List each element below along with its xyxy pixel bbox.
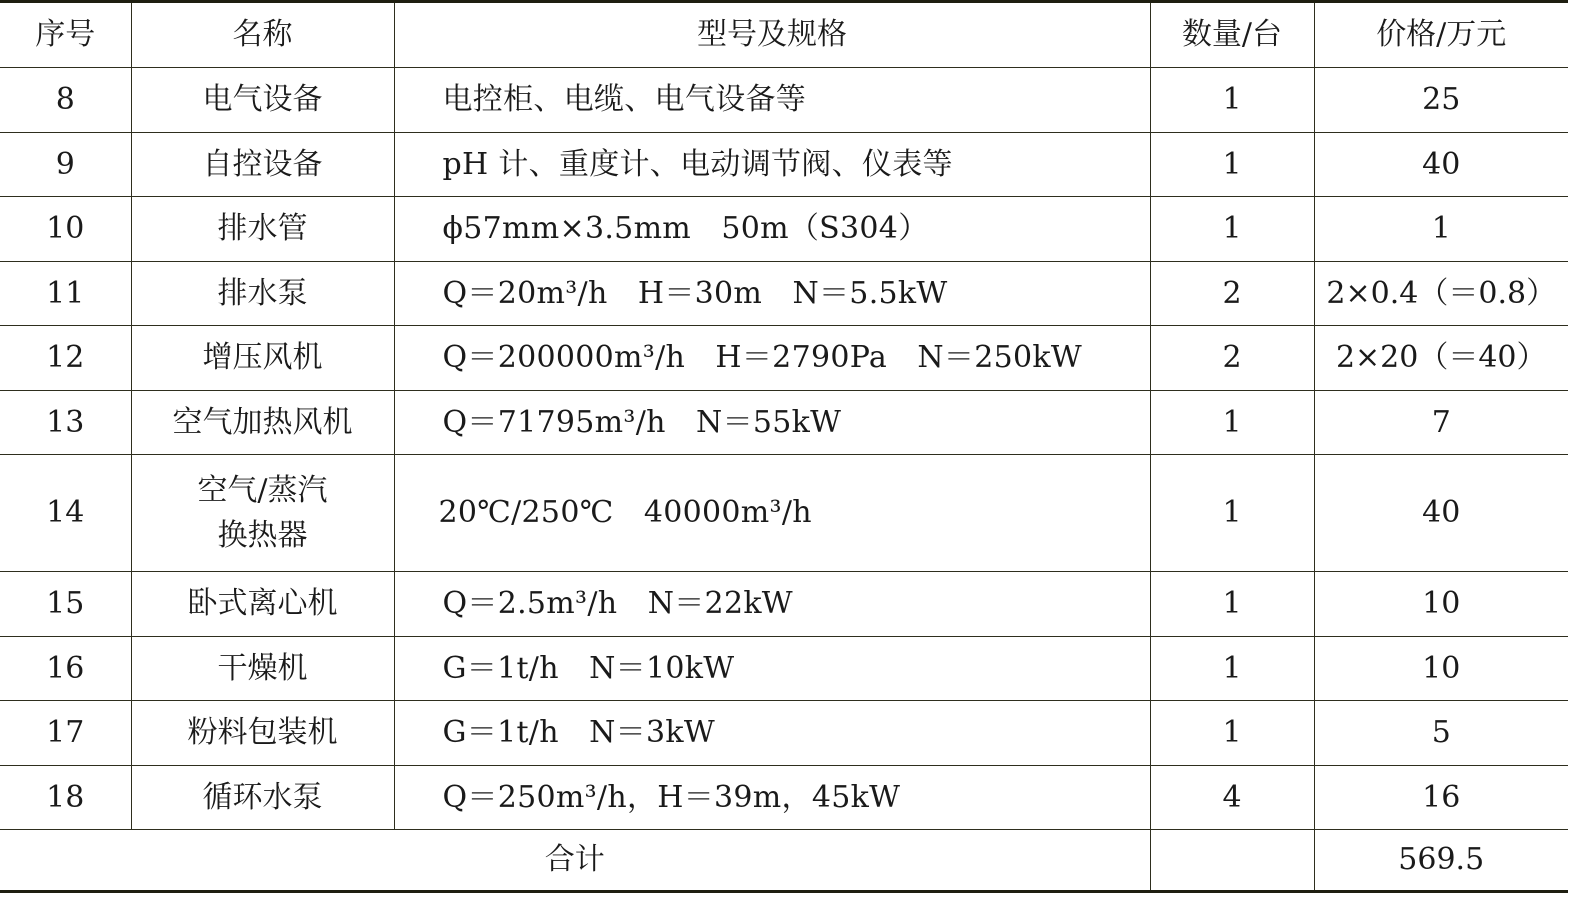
cell-spec: 20℃/250℃ 40000m³/h bbox=[394, 455, 1150, 572]
cell-spec: Q＝2.5m³/h N＝22kW bbox=[394, 572, 1150, 637]
cell-name: 自控设备 bbox=[131, 132, 394, 197]
cell-price: 7 bbox=[1314, 390, 1568, 455]
cell-spec: Q＝200000m³/h H＝2790Pa N＝250kW bbox=[394, 326, 1150, 391]
cell-seq: 16 bbox=[0, 636, 131, 701]
cell-price: 10 bbox=[1314, 636, 1568, 701]
cell-name-line-2: 换热器 bbox=[217, 518, 308, 553]
cell-name: 增压风机 bbox=[131, 326, 394, 391]
table-row bbox=[0, 572, 1568, 637]
cell-price: 25 bbox=[1314, 68, 1568, 133]
cell-seq: 17 bbox=[0, 701, 131, 766]
total-qty-empty bbox=[1150, 830, 1314, 892]
cell-name bbox=[131, 455, 394, 572]
cell-seq: 13 bbox=[0, 390, 131, 455]
total-price: 569.5 bbox=[1314, 830, 1568, 892]
cell-spec: Q＝20m³/h H＝30m N＝5.5kW bbox=[394, 261, 1150, 326]
cell-qty: 4 bbox=[1150, 765, 1314, 830]
cell-seq: 11 bbox=[0, 261, 131, 326]
header-seq: 序号 bbox=[0, 2, 131, 68]
table-row bbox=[0, 68, 1568, 133]
cell-seq: 9 bbox=[0, 132, 131, 197]
cell-price: 2×0.4（＝0.8） bbox=[1314, 261, 1568, 326]
cell-name: 干燥机 bbox=[131, 636, 394, 701]
cell-price: 16 bbox=[1314, 765, 1568, 830]
table-header-row bbox=[0, 2, 1568, 68]
cell-qty: 1 bbox=[1150, 572, 1314, 637]
table-row bbox=[0, 636, 1568, 701]
cell-seq: 8 bbox=[0, 68, 131, 133]
cell-name: 卧式离心机 bbox=[131, 572, 394, 637]
header-qty: 数量/台 bbox=[1150, 2, 1314, 68]
cell-price: 5 bbox=[1314, 701, 1568, 766]
table-row bbox=[0, 765, 1568, 830]
cell-name: 排水泵 bbox=[131, 261, 394, 326]
cell-name: 排水管 bbox=[131, 197, 394, 262]
cell-seq: 15 bbox=[0, 572, 131, 637]
cell-seq: 10 bbox=[0, 197, 131, 262]
cell-name: 循环水泵 bbox=[131, 765, 394, 830]
cell-spec: G＝1t/h N＝3kW bbox=[394, 701, 1150, 766]
table-row bbox=[0, 132, 1568, 197]
cell-seq: 14 bbox=[0, 455, 131, 572]
cell-qty: 2 bbox=[1150, 261, 1314, 326]
table-row bbox=[0, 197, 1568, 262]
cell-name: 空气加热风机 bbox=[131, 390, 394, 455]
header-spec: 型号及规格 bbox=[394, 2, 1150, 68]
cell-qty: 2 bbox=[1150, 326, 1314, 391]
cell-spec: G＝1t/h N＝10kW bbox=[394, 636, 1150, 701]
cell-price: 40 bbox=[1314, 132, 1568, 197]
cell-qty: 1 bbox=[1150, 197, 1314, 262]
table-row bbox=[0, 261, 1568, 326]
cell-qty: 1 bbox=[1150, 132, 1314, 197]
cell-qty: 1 bbox=[1150, 636, 1314, 701]
cell-qty: 1 bbox=[1150, 390, 1314, 455]
total-label: 合计 bbox=[0, 830, 1150, 892]
cell-price: 40 bbox=[1314, 455, 1568, 572]
header-name: 名称 bbox=[131, 2, 394, 68]
cell-spec: 电控柜、电缆、电气设备等 bbox=[394, 68, 1150, 133]
cell-seq: 18 bbox=[0, 765, 131, 830]
cell-spec: Q＝250m³/h，H＝39m，45kW bbox=[394, 765, 1150, 830]
cell-name: 电气设备 bbox=[131, 68, 394, 133]
cell-name-line-1: 空气/蒸汽 bbox=[197, 473, 328, 508]
table-row bbox=[0, 390, 1568, 455]
table-row bbox=[0, 326, 1568, 391]
table-row bbox=[0, 455, 1568, 572]
cell-qty: 1 bbox=[1150, 455, 1314, 572]
cell-name: 粉料包装机 bbox=[131, 701, 394, 766]
cell-qty: 1 bbox=[1150, 701, 1314, 766]
cell-spec: Q＝71795m³/h N＝55kW bbox=[394, 390, 1150, 455]
cell-spec: ϕ57mm×3.5mm 50m（S304） bbox=[394, 197, 1150, 262]
cell-qty: 1 bbox=[1150, 68, 1314, 133]
table-row bbox=[0, 701, 1568, 766]
cell-price: 1 bbox=[1314, 197, 1568, 262]
total-row bbox=[0, 830, 1568, 892]
cell-price: 10 bbox=[1314, 572, 1568, 637]
cell-seq: 12 bbox=[0, 326, 131, 391]
header-price: 价格/万元 bbox=[1314, 2, 1568, 68]
cell-spec: pH 计、重度计、电动调节阀、仪表等 bbox=[394, 132, 1150, 197]
cell-price: 2×20（＝40） bbox=[1314, 326, 1568, 391]
